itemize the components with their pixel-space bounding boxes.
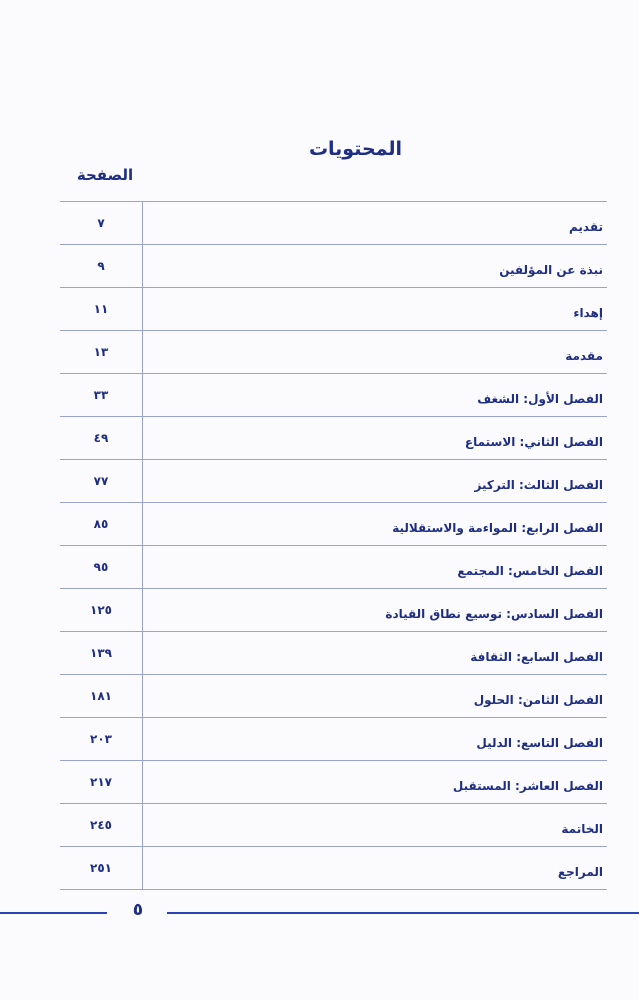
toc-row bbox=[60, 718, 607, 761]
toc-page-number: ١٢٥ bbox=[60, 589, 143, 632]
toc-entry-title: تقديم bbox=[143, 202, 608, 245]
toc-row bbox=[60, 761, 607, 804]
toc-page-number: ٨٥ bbox=[60, 503, 143, 546]
toc-page-number: ٣٣ bbox=[60, 374, 143, 417]
toc-row bbox=[60, 417, 607, 460]
toc-entry-title: الفصل الثامن: الحلول bbox=[143, 675, 608, 718]
toc-row bbox=[60, 374, 607, 417]
toc-entry-title: إهداء bbox=[143, 288, 608, 331]
toc-page-number: ٢١٧ bbox=[60, 761, 143, 804]
toc-row bbox=[60, 804, 607, 847]
page-title: المحتويات bbox=[308, 138, 403, 160]
toc-entry-title: مقدمة bbox=[143, 331, 608, 374]
toc-page-number: ٧٧ bbox=[60, 460, 143, 503]
toc-page-number: ١٣ bbox=[60, 331, 143, 374]
toc-page-number: ١٣٩ bbox=[60, 632, 143, 675]
page-column-label: الصفحة bbox=[76, 166, 134, 184]
footer-rule-left bbox=[0, 912, 107, 914]
toc-entry-title: الفصل التاسع: الدليل bbox=[143, 718, 608, 761]
toc-row bbox=[60, 546, 607, 589]
toc-entry-title: الفصل الأول: الشغف bbox=[143, 374, 608, 417]
toc-row bbox=[60, 632, 607, 675]
toc-entry-title: الفصل الثالث: التركيز bbox=[143, 460, 608, 503]
toc-entry-title: الفصل السادس: توسيع نطاق القيادة bbox=[143, 589, 608, 632]
toc-page-number: ٢٠٣ bbox=[60, 718, 143, 761]
toc-row bbox=[60, 202, 607, 245]
contents-table bbox=[60, 201, 607, 890]
toc-row bbox=[60, 288, 607, 331]
toc-entry-title: الخاتمة bbox=[143, 804, 608, 847]
toc-entry-title: الفصل الرابع: المواءمة والاستقلالية bbox=[143, 503, 608, 546]
toc-page-number: ٤٩ bbox=[60, 417, 143, 460]
toc-row bbox=[60, 331, 607, 374]
toc-page-number: ٧ bbox=[60, 202, 143, 245]
toc-entry-title: الفصل الخامس: المجتمع bbox=[143, 546, 608, 589]
toc-entry-title: نبذة عن المؤلفين bbox=[143, 245, 608, 288]
toc-entry-title: الفصل العاشر: المستقبل bbox=[143, 761, 608, 804]
toc-page-number: ٢٤٥ bbox=[60, 804, 143, 847]
toc-page-number: ٩٥ bbox=[60, 546, 143, 589]
toc-row bbox=[60, 589, 607, 632]
toc-row bbox=[60, 675, 607, 718]
toc-page-number: ٩ bbox=[60, 245, 143, 288]
toc-page-number: ٢٥١ bbox=[60, 847, 143, 890]
toc-page-number: ١٨١ bbox=[60, 675, 143, 718]
toc-row bbox=[60, 503, 607, 546]
page-number: ٥ bbox=[132, 900, 144, 920]
toc-row bbox=[60, 245, 607, 288]
toc-page-number: ١١ bbox=[60, 288, 143, 331]
toc-entry-title: الفصل السابع: الثقافة bbox=[143, 632, 608, 675]
toc-entry-title: المراجع bbox=[143, 847, 608, 890]
toc-row bbox=[60, 847, 607, 890]
toc-entry-title: الفصل الثاني: الاستماع bbox=[143, 417, 608, 460]
footer-rule-right bbox=[167, 912, 639, 914]
toc-row bbox=[60, 460, 607, 503]
